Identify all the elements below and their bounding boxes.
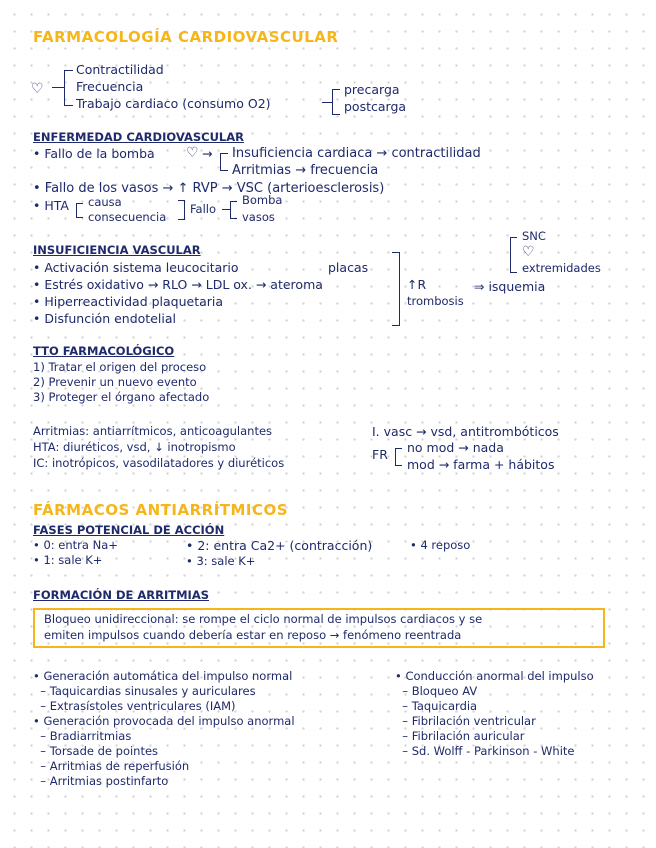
list-item: – Taquicardias sinusales y auriculares [33,684,256,698]
list-item: – Arritmias postinfarto [33,774,169,788]
tto-item-2: 2) Prevenir un nuevo evento [33,375,197,389]
list-item: – Fibrilación auricular [395,729,525,743]
s1-item-1: Contractilidad [76,62,164,77]
s3-item-1: • Activación sistema leucocitario [33,260,239,275]
phase-1: • 1: sale K+ [33,553,103,567]
tto-item-1: 1) Tratar el origen del proceso [33,360,207,374]
box-line-2: emiten impulsos cuando debería estar en reposo → fenómeno reentrada [44,628,462,642]
phase-0: • 0: entra Na+ [33,538,118,552]
list-item: – Sd. Wolff - Parkinson - White [395,744,575,758]
s2-line-1a: Insuficiencia cardiaca → contractilidad [232,146,481,161]
list-item: – Arritmias de reperfusión [33,759,190,773]
list-item: – Fibrilación ventricular [395,714,536,728]
bracket [392,252,400,326]
tto-item-3: 3) Proteger el órgano afectado [33,390,210,404]
branch-line [222,209,230,210]
heart-icon: ♡ [186,145,199,161]
vasos-label: vasos [242,210,275,224]
list-item: – Bradiarritmias [33,729,132,743]
list-item: – Taquicardia [395,699,478,713]
fallo-label: Fallo [190,202,217,216]
s2-line-3: • HTA [33,198,69,213]
section-heading: INSUFICIENCIA VASCULAR [33,243,201,257]
heart-icon: ♡ [522,244,535,260]
section-title: FÁRMACOS ANTIARRÍTMICOS [33,501,289,519]
treat-line-2: HTA: diuréticos, vsd, ↓ inotropismo [33,440,236,454]
s2-line-2: • Fallo de los vasos → ↑ RVP → VSC (arterioesclerosis) [33,181,385,196]
branch-line [52,87,64,88]
bracket [230,201,237,219]
s3-item-2: • Estrés oxidativo → RLO → LDL ox. → ateroma [33,277,323,292]
section-heading: FORMACIÓN DE ARRITMIAS [33,588,209,602]
ivasc-line: I. vasc → vsd, antitrombóticos [372,424,559,439]
trombosis-label: trombosis [407,294,464,308]
s1-item-3: Trabajo cardiaco (consumo O2) [76,96,271,111]
bomba-label: Bomba [242,193,283,207]
list-item: – Extrasístoles ventriculares (IAM) [33,699,236,713]
postcarga-label: postcarga [344,99,407,114]
bracket [178,200,185,220]
list-item: – Bloqueo AV [395,684,478,698]
box-line-1: Bloqueo unidireccional: se rompe el ciclo normal de impulsos cardiacos y se [44,612,483,626]
bracket [220,153,228,171]
treat-line-3: IC: inotrópicos, vasodilatadores y diuréticos [33,456,285,470]
isquemia-label: ⇒ isquemia [474,279,546,294]
section-heading: TTO FARMACOLÓGICO [33,344,175,358]
list-item: • Conducción anormal del impulso [395,669,594,683]
s2-line-1: • Fallo de la bomba [33,146,155,161]
bracket [64,70,73,106]
consecuencia-label: consecuencia [88,210,167,224]
phase-3: • 3: sale K+ [186,554,256,568]
phase-4: • 4 reposo [410,538,471,552]
bracket [395,448,402,466]
list-item: • Generación automática del impulso normal [33,669,293,683]
phase-2: • 2: entra Ca2+ (contracción) [186,538,373,553]
causa-label: causa [88,195,122,209]
precarga-label: precarga [344,82,400,97]
fr-label: FR [372,447,388,462]
page-title: FARMACOLOGÍA CARDIOVASCULAR [33,28,339,46]
placas-label: placas [328,260,369,275]
extremidades-label: extremidades [522,261,601,275]
r-label: ↑R [407,277,427,292]
branch-line [322,102,332,103]
bracket [76,203,83,218]
treat-line-1: Arritmias: antiarrítmicos, anticoagulantes [33,424,273,438]
list-item: • Generación provocada del impulso anormal [33,714,295,728]
heart-icon: ♡ [31,81,44,97]
list-item: – Torsade de pointes [33,744,159,758]
s3-item-4: • Disfunción endotelial [33,311,176,326]
s2-line-1b: Arritmias → frecuencia [232,163,379,178]
fr-mod: mod → farma + hábitos [407,457,555,472]
s1-item-2: Frecuencia [76,79,144,94]
section-heading: ENFERMEDAD CARDIOVASCULAR [33,130,244,144]
s3-item-3: • Hiperreactividad plaquetaria [33,294,224,309]
snc-label: SNC [522,229,546,243]
section-heading: FASES POTENCIAL DE ACCIÓN [33,523,225,537]
fr-no-mod: no mod → nada [407,440,504,455]
bracket [332,89,340,115]
arrow-icon: → [202,146,213,161]
bracket [510,237,517,273]
